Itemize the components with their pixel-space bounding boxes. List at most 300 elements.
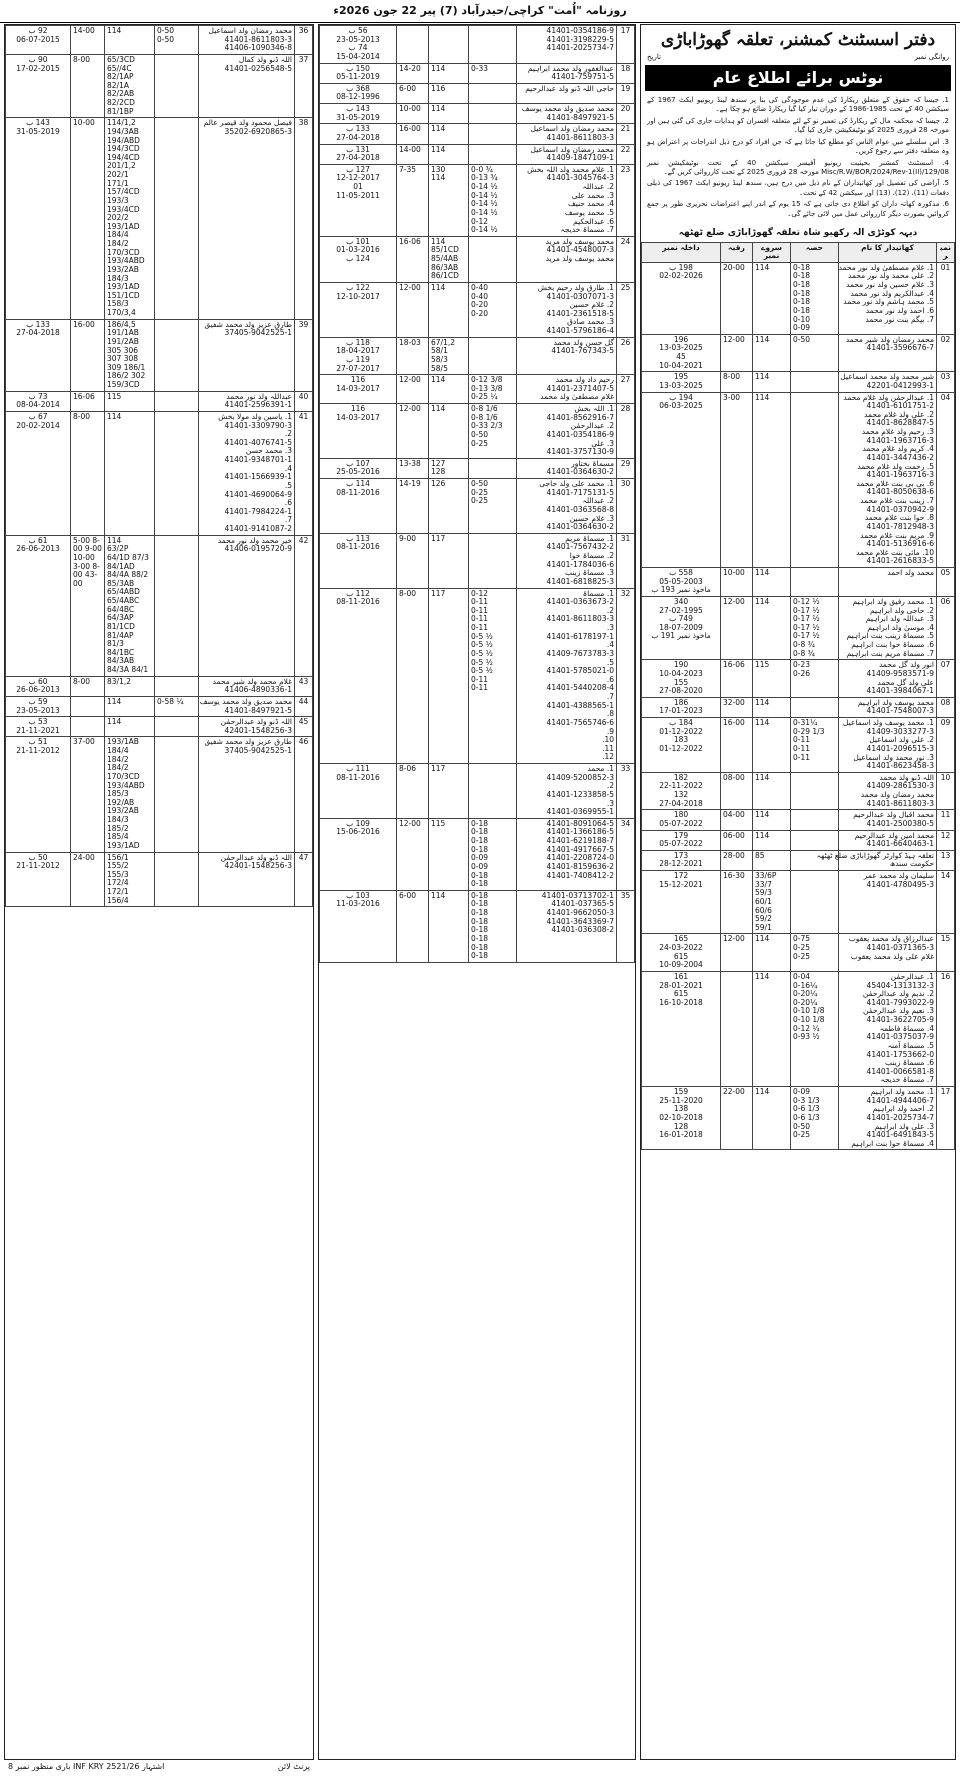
office-title: دفتر اسسٹنٹ کمشنر، تعلقہ گھوڑاباڑی <box>660 30 936 50</box>
cell-line: 3. غلام حسین ولد نور محمد <box>846 280 934 290</box>
cell-line: 41401-2208724-0 <box>546 853 614 863</box>
table-row <box>320 63 635 83</box>
cell-line: 183 <box>673 735 689 745</box>
cell-line: 41401-3596676-7 <box>866 343 934 353</box>
cell-line: 41401-8497921-5 <box>224 705 292 715</box>
cell-line: 3. محمد حسن <box>245 446 292 456</box>
cell-line: 0-18 <box>471 818 489 828</box>
survey-number: 114 <box>753 392 791 568</box>
cell-line: 3. نعیم ولد عبدالرحمٰن <box>863 1006 934 1016</box>
area: 10-00 <box>397 104 429 124</box>
survey-number: 114 <box>429 124 469 144</box>
row-number: 23 <box>617 164 635 236</box>
cell-line: 02-02-2026 <box>659 271 703 281</box>
cell-line: 41401-0363673-2 <box>546 597 614 607</box>
area: 12-00 <box>721 596 753 659</box>
cell-line: 41401-6640463-1 <box>866 839 934 849</box>
owner-names <box>839 392 937 568</box>
row-number: 27 <box>617 375 635 404</box>
survey-sub: 65/3CD 65//4C 82/1AP 82/1A 82/2AB 82/2CD 81/1BP <box>107 54 135 116</box>
row-number: 45 <box>295 717 313 737</box>
cell-line: 0-20¼ <box>793 989 818 999</box>
share <box>791 772 839 810</box>
share <box>155 26 199 55</box>
owner-names <box>199 737 295 852</box>
cell-line: 41401-4690064-9 <box>224 489 292 499</box>
survey-number <box>429 26 469 64</box>
cell-line: 116 <box>350 404 366 413</box>
cell-line: 0-18 <box>471 870 489 880</box>
cell-line: 143 ب <box>346 104 370 113</box>
entry-number <box>320 375 397 404</box>
row-number: 07 <box>937 660 955 698</box>
share <box>469 533 517 588</box>
cell-line: 0-5 ½ <box>471 631 493 641</box>
cell-line: 0-93 ½ <box>793 1032 820 1042</box>
cell-line: 21-11-2021 <box>16 725 60 735</box>
notice-paragraph: 1. جیسا کہ حقوق کے متعلق ریکارڈ کی عدم موجودگی کی بنا پر سندھ لینڈ ریونیو ایکٹ 1967 کے سیکشن 40 کے تحت 1985-1986 کے دوران تیار کیا گیا ریکارڈ ضائع ہو چکا ہے۔ <box>647 95 950 114</box>
cell-line: ماخوذ نمبر 193 ب <box>651 585 711 595</box>
cell-line: 0-14 ½ <box>471 199 498 209</box>
cell-line: 06-03-2025 <box>659 401 703 411</box>
cell-line: 3. محمد علی <box>571 190 614 200</box>
ad-code: اشتہار INF KRY 2521/26 باری منظور نمبر 8 <box>8 1762 165 1772</box>
cell-line: 173 <box>673 850 689 860</box>
column-middle <box>318 24 636 1760</box>
survey-number: 114 <box>105 26 155 55</box>
cell-line: 138 <box>673 1104 689 1114</box>
cell-line: 0-18 <box>471 890 489 900</box>
owner-names <box>839 772 937 810</box>
cell-line: 41401-8159636-2 <box>546 861 614 871</box>
entry-number <box>642 830 721 850</box>
cell-line: 41401-3045764-3 <box>546 173 614 183</box>
area: 16-00 <box>721 718 753 773</box>
cell-line: 41401-3984067-1 <box>866 686 934 696</box>
owner-names <box>199 26 295 55</box>
cell-line: 41401-6818825-3 <box>546 576 614 586</box>
area: 22-00 <box>721 1087 753 1150</box>
owner-names <box>517 588 617 764</box>
row-number: 32 <box>617 588 635 764</box>
cell-line: 41401-8623458-3 <box>866 761 934 771</box>
area <box>71 717 105 737</box>
page-footer <box>4 1760 314 1774</box>
cell-line: 0-31¼ <box>793 718 818 728</box>
share <box>791 596 839 659</box>
entry-number <box>642 372 721 392</box>
cell-line: 4. کریم ولد غلام محمد <box>862 444 934 454</box>
area: 8-00 <box>71 54 105 117</box>
cell-line: 41406-1090346-8 <box>224 43 292 53</box>
cell-line: 7. مسماۃ مریم بنت ابراہیم <box>846 648 934 658</box>
cell-line: 41401-5440208-4 <box>546 683 614 693</box>
cell-line: 2. علی محمد ولد نور محمد <box>848 271 934 281</box>
share <box>469 104 517 124</box>
cell-line: 0-18 <box>793 262 811 272</box>
cell-line: عبدالرزاق ولد محمد یعقوب <box>848 934 934 944</box>
column-left <box>4 24 314 1760</box>
row-number: 41 <box>295 411 313 535</box>
cell-line: 122 ب <box>346 282 370 292</box>
cell-line: 111 ب <box>346 764 370 773</box>
row-number: 37 <box>295 54 313 117</box>
row-number: 30 <box>617 479 635 534</box>
share <box>155 391 199 411</box>
entry-number <box>642 660 721 698</box>
row-number: 44 <box>295 696 313 716</box>
cell-line: 0-17 ½ <box>793 614 820 624</box>
page-header: روزنامہ "اُمت" کراچی/حیدرآباد (7) پیر 22 جون 2026ء <box>0 0 960 23</box>
cell-line: 41401-9348701-1 <box>224 455 292 464</box>
notice-body <box>641 93 955 224</box>
area: 12-00 <box>397 818 429 890</box>
cell-line: 9. <box>606 726 614 736</box>
cell-line: 0-25 <box>471 496 489 506</box>
cell-line: شیر محمد ولد محمد اسماعیل <box>840 372 934 382</box>
survey-sub: 85/1CD 85/4AB 86/3AB 86/1CD <box>431 245 459 281</box>
cell-line: 0-12 <box>471 216 489 226</box>
area: 14-20 <box>397 63 429 83</box>
cell-line: 41401-3757130-9 <box>546 447 614 457</box>
entry-number <box>642 596 721 659</box>
cell-line: 20-02-2014 <box>16 420 60 430</box>
cell-line: 41401-7565746-6 <box>546 717 614 727</box>
cell-line: 0-20 <box>471 308 489 318</box>
cell-line: 10. مائی بنت غلام محمد <box>856 547 934 557</box>
cell-line: اللہ ڈنو ولد محمد <box>879 772 934 782</box>
cell-line: 10-04-2021 <box>659 360 703 370</box>
cell-line: 41406-0195720-9 <box>224 544 292 554</box>
entry-number <box>320 26 397 64</box>
cell-line: 42401-1548256-3 <box>224 725 292 735</box>
entry-number <box>6 717 71 737</box>
cell-line: 0-18 <box>793 280 811 290</box>
cell-line: 0-14 ½ <box>471 225 498 235</box>
share <box>791 934 839 972</box>
cell-line: 7. مسماۃ خدیجہ <box>560 225 614 235</box>
area: 08-00 <box>721 772 753 810</box>
cell-line: غلام مصطفیٰ ولد محمد <box>540 392 614 402</box>
entry-number <box>642 934 721 972</box>
survey-sub: 114 <box>431 173 446 183</box>
cell-line: محمد رمضان ولد اسماعیل <box>530 144 614 154</box>
area: 8-00 <box>71 676 105 696</box>
cell-line: 0-13 ¾ <box>471 173 498 183</box>
row-number: 36 <box>295 26 313 55</box>
survey-sub: 83/1,2 <box>107 676 131 686</box>
cell-line: 2. عبدالرحمٰن <box>570 421 614 431</box>
column-header: کھاتیدار کا نام <box>839 242 937 262</box>
table-row <box>320 764 635 819</box>
row-number: 35 <box>617 890 635 962</box>
cell-line: 0-09 <box>471 861 489 871</box>
survey-number: 114 85/1CD 85/4AB 86/3AB 86/1CD <box>429 236 469 282</box>
cell-line: 368 ب <box>346 83 370 93</box>
share <box>155 737 199 852</box>
area: 14-00 <box>71 26 105 55</box>
survey-number: 114 <box>753 568 791 597</box>
entry-number <box>642 568 721 597</box>
area: 28-00 <box>721 850 753 870</box>
cell-line: 12-12-2017 <box>336 173 380 183</box>
cell-line: 41401-9662050-3 <box>546 908 614 917</box>
cell-line: 195 <box>673 372 689 382</box>
entry-number <box>6 118 71 319</box>
survey-sub: 114/1,2 194/3AB 194/ABD 194/3CD 194/4CD 201/1,2 202/1 171/1 157/4CD 193/3 193/4CD 202/2 193/1AD 184/4 184/2 170/3CD 193/4ABD 193/2AB 184/3 193/1AD 151/1CD 158/3 170/3,4 <box>107 118 145 317</box>
khata-table-3 <box>5 25 313 907</box>
cell-line: 7. <box>606 692 614 701</box>
table-row <box>6 391 313 411</box>
cell-line: 150 ب <box>346 63 370 73</box>
cell-line: محمد یوسف ولد مرید <box>545 254 614 263</box>
share <box>469 236 517 282</box>
cell-line: 0-8 ¾ <box>793 648 815 658</box>
share <box>791 660 839 698</box>
survey-number: 114 <box>753 262 791 334</box>
cell-line: 41401-8562916-7 <box>546 412 614 422</box>
cell-line: 0-33 <box>471 63 489 73</box>
owner-names <box>517 818 617 890</box>
cell-line: 0-18 <box>471 844 489 854</box>
cell-line: 23-05-2013 <box>336 34 380 44</box>
share <box>155 676 199 696</box>
cell-line: 0-11 <box>793 735 811 745</box>
cell-line: 01 <box>353 182 363 191</box>
cell-line: 6. <box>284 498 292 508</box>
cell-line: 0-18 <box>471 908 489 917</box>
cell-line: 41401-0369955-1 <box>546 807 614 817</box>
entry-number <box>6 26 71 55</box>
cell-line: محمد رمضان ولد اسماعیل <box>208 26 292 35</box>
cell-line: 161 <box>673 971 689 981</box>
cell-line: 0-18 <box>793 288 811 298</box>
cell-line: 3. <box>606 623 614 632</box>
table-row <box>320 533 635 588</box>
area: 8-00 <box>721 372 753 392</box>
table-row <box>6 54 313 117</box>
cell-line: 41409-7673783-3 <box>546 648 614 658</box>
area: 14-00 <box>397 144 429 164</box>
cell-line: 0-12 ¼ <box>793 1023 820 1033</box>
cell-line: 5. مسماۃ زینب بنت ابراہیم <box>846 631 934 641</box>
cell-line: 0-16¼ <box>793 980 818 990</box>
entry-number <box>320 404 397 459</box>
cell-line: 6. <box>606 674 614 684</box>
owner-names <box>517 337 617 375</box>
cell-line: 6. احمد ولد نور محمد <box>865 305 934 315</box>
cell-line: 41401-2500380-5 <box>866 818 934 828</box>
cell-line: سلیمان ولد محمد عمر <box>863 871 934 881</box>
area: 3-00 <box>721 392 753 568</box>
column-header: سروے نمبر <box>753 242 791 262</box>
cell-line: 41401-767343-5 <box>551 346 614 356</box>
area: 04-00 <box>721 810 753 830</box>
survey-number: 114 <box>753 372 791 392</box>
cell-line: 41409-5200852-3 <box>546 772 614 782</box>
survey-number: 114 63/2P 64/1D 87/3 84/1AD 84/4A 88/2 85/3AB 65/4ABD 65/4ABC 64/4BC 64/3AP 81/1CD 81/4AP 81/3 84/1BC 84/3AB 84/3A 84/1 <box>105 535 155 676</box>
table-row <box>642 772 955 810</box>
share <box>155 535 199 676</box>
share <box>469 375 517 404</box>
cell-line: 28-01-2021 <box>659 980 703 990</box>
entry-number <box>642 850 721 870</box>
cell-line: تعلقہ ہیڈ کوارٹر گھوڑاباڑی ضلع ٹھٹھہ <box>816 850 934 860</box>
cell-line: 16-01-2018 <box>659 1130 703 1140</box>
cell-line: 0-50 <box>793 1121 811 1131</box>
cell-line: 41401-0371365-3 <box>866 943 934 953</box>
cell-line: 2. غلام حسین <box>569 300 614 310</box>
notice-paragraph: 3. اس سلسلے میں عوام الناس کو مطلع کیا جاتا ہے کہ جن افراد کو درج ذیل اندراجات پر اعتراض ہو وہ متعلقہ دفتر سے رجوع کریں۔ <box>647 137 949 156</box>
cell-line: 1. مسماۃ <box>582 588 614 598</box>
cell-line: 27-07-2017 <box>336 363 380 373</box>
owner-names <box>199 535 295 676</box>
cell-line: 133 ب <box>346 124 370 134</box>
survey-number <box>105 676 155 696</box>
cell-line: 1. محمد رفیق ولد ابراہیم <box>852 596 934 606</box>
row-number: 28 <box>617 404 635 459</box>
entry-number <box>6 696 71 716</box>
cell-line: 74 ب <box>348 43 368 53</box>
cell-line: 41409-1847109-1 <box>546 153 614 163</box>
cell-line: 0-18 <box>471 933 489 943</box>
entry-number <box>6 54 71 117</box>
owner-names <box>517 458 617 478</box>
entry-number <box>320 533 397 588</box>
survey-number: 114 <box>753 772 791 810</box>
cell-line: 21-11-2012 <box>16 861 60 871</box>
share <box>791 1087 839 1150</box>
row-number: 26 <box>617 337 635 375</box>
cell-line: 2. ندیم ولد عبدالرحمٰن <box>862 989 934 999</box>
cell-line: 0-12 3/8 <box>471 375 503 385</box>
cell-line: 2. احمد ولد ابراہیم <box>872 1104 934 1114</box>
cell-line: 02-10-2018 <box>659 1112 703 1122</box>
cell-line: محمد اقبال ولد عبدالرحیم <box>853 810 934 820</box>
cell-line: 3. رحیم ولد غلام محمد <box>861 427 934 437</box>
khata-table-2 <box>319 25 635 963</box>
cell-line: 2. علی ولد غلام محمد <box>864 409 934 419</box>
table-row <box>320 104 635 124</box>
owner-names <box>517 533 617 588</box>
cell-line: 0-50 <box>157 26 175 35</box>
cell-line: 41401-2616833-5 <box>866 556 934 566</box>
cell-line: 0-14 ½ <box>471 182 498 191</box>
cell-line: 0-8 1/6 <box>471 404 498 413</box>
survey-sub: 63/2P 64/1D 87/3 84/1AD 84/4A 88/2 85/3AB 65/4ABD 65/4ABC 64/4BC 64/3AP 81/1CD 81/4AP 81/3 84/1BC 84/3AB 84/3A 84/1 <box>107 544 149 674</box>
cell-line: 73 ب <box>28 391 48 401</box>
owner-names <box>517 404 617 459</box>
table-row <box>320 588 635 764</box>
cell-line: 26-06-2013 <box>16 685 60 695</box>
cell-line: 41401-8050638-6 <box>866 487 934 497</box>
area: 8-06 <box>397 764 429 819</box>
cell-line: 5. <box>284 480 292 490</box>
survey-number: 114 <box>429 63 469 83</box>
survey-number: 114 <box>429 104 469 124</box>
cell-line: 01-12-2022 <box>659 743 703 753</box>
notice-paragraph: 6. مذکورہ کھاتہ داران کو اطلاع دی جاتی ہے کہ 15 یوم کے اندر اپنے اعتراضات تحریری طور پر جمع کروائیں بصورت دیگر کارروائی عمل میں لائی جائے گی۔ <box>647 200 950 218</box>
cell-line: 90 ب <box>28 54 48 64</box>
cell-line: 41401-0307071-3 <box>546 291 614 301</box>
owner-names <box>839 697 937 717</box>
area: 12-00 <box>397 282 429 337</box>
cell-line: 16-10-2018 <box>659 997 703 1007</box>
share <box>469 479 517 534</box>
cell-line: 08-04-2014 <box>16 400 60 410</box>
cell-line: 0-11 <box>471 605 489 615</box>
row-number: 31 <box>617 533 635 588</box>
cell-line: 37405-9042525-1 <box>224 746 292 755</box>
entry-number <box>320 104 397 124</box>
cell-line: 180 <box>673 810 689 820</box>
cell-line: 41406-4890336-1 <box>224 685 292 695</box>
owner-names <box>517 104 617 124</box>
cell-line: 41401-2096515-3 <box>866 743 934 753</box>
cell-line: 11. <box>602 743 614 753</box>
table-row <box>6 852 313 907</box>
cell-line: 41401-4917667-5 <box>546 844 614 854</box>
cell-line: 7. <box>284 515 292 525</box>
share <box>791 830 839 850</box>
cell-line: 0-13 3/8 <box>471 383 503 393</box>
table-row <box>320 144 635 164</box>
cell-line: 0-09 <box>793 1087 811 1097</box>
row-number: 08 <box>937 697 955 717</box>
cell-line: 14-03-2017 <box>336 412 380 422</box>
cell-line: 41401-0363568-8 <box>546 504 614 514</box>
survey-number: 117 <box>429 588 469 764</box>
cell-line: 0-50 <box>157 34 175 44</box>
cell-line: 06-07-2015 <box>16 34 60 44</box>
table-row <box>6 717 313 737</box>
cell-line: 41401-6219188-7 <box>546 836 614 845</box>
row-number: 20 <box>617 104 635 124</box>
cell-line: 10. <box>602 735 614 745</box>
cell-line: 131 ب <box>346 144 370 154</box>
cell-line: 4. <box>284 463 292 473</box>
cell-line: 2. عبداللہ <box>582 496 614 506</box>
cell-line: 615 <box>673 951 689 961</box>
cell-line: 3. <box>606 798 614 808</box>
area: 16-06 <box>397 236 429 282</box>
table-row <box>642 262 955 334</box>
cell-line: 41401-8628847-5 <box>866 418 934 428</box>
cell-line: 41401-4780495-3 <box>866 879 934 889</box>
survey-number: 115 <box>753 660 791 698</box>
cell-line: 0-58 ¼ <box>157 696 184 706</box>
survey-number: 114 <box>753 334 791 372</box>
cell-line: 172 <box>673 871 689 881</box>
table-row <box>642 568 955 597</box>
table-row <box>642 660 955 698</box>
survey-number <box>105 852 155 907</box>
column-header: رقبہ <box>721 242 753 262</box>
cell-line: 0-18 <box>793 297 811 307</box>
owner-names <box>839 830 937 850</box>
area: 13-38 <box>397 458 429 478</box>
cell-line: محمد رمضان ولد اسماعیل <box>530 124 614 134</box>
cell-line: 2. مسماۃ حوا <box>569 551 614 560</box>
cell-line: 2. <box>606 781 614 791</box>
cell-line: 128 <box>673 1121 689 1131</box>
cell-line: محمد صدیق ولد محمد یوسف <box>199 696 292 706</box>
share <box>791 718 839 773</box>
survey-number: 33/6P 33/7 59/3 60/1 60/6 59/2 59/1 <box>753 871 791 934</box>
area: 6-00 <box>397 83 429 103</box>
share <box>155 54 199 117</box>
entry-number <box>320 164 397 236</box>
